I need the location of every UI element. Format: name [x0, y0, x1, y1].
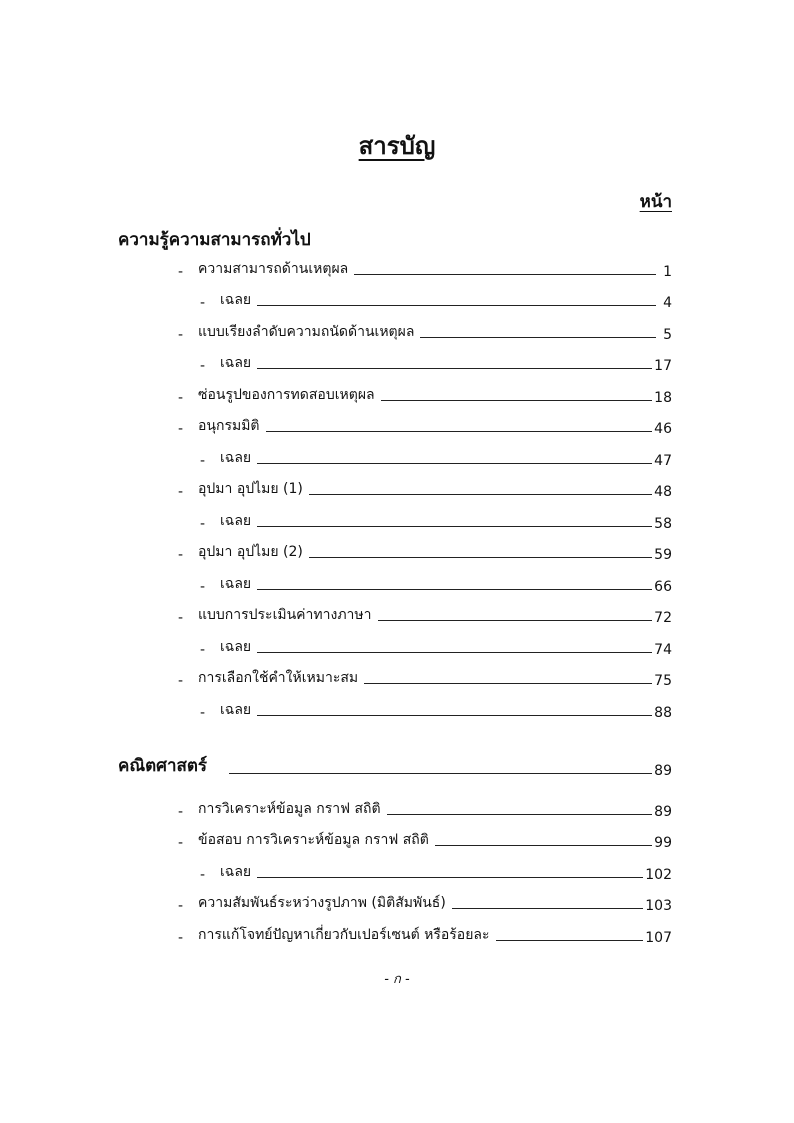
toc-entry: - อนุกรมมิติ 46 [178, 415, 672, 437]
toc-entry-page: 58 [654, 516, 672, 532]
toc-entry-label: ซ่อนรูปของการทดสอบเหตุผล [198, 387, 375, 403]
toc-entry: - การเลือกใช้คำให้เหมาะสม 75 [178, 667, 672, 689]
dot-leader [257, 589, 652, 590]
toc-entry-page: 47 [654, 453, 672, 469]
toc-entry: - เฉลย 102 [200, 861, 672, 883]
dot-leader [496, 940, 644, 941]
dot-leader [266, 431, 653, 432]
toc-entry-page: 99 [654, 835, 672, 851]
toc-entry-page: 17 [654, 358, 672, 374]
toc-entry: - อุปมา อุปไมย (1) 48 [178, 478, 672, 500]
toc-entry: - เฉลย 17 [200, 352, 672, 374]
toc-entry-page: 102 [645, 867, 672, 883]
dot-leader [257, 526, 652, 527]
toc-entry-label: เฉลย [220, 864, 252, 880]
toc-entry-label: อุปมา อุปไมย (2) [198, 544, 303, 560]
toc-entry-page: 4 [663, 295, 672, 311]
toc-title: สารบัญ [358, 132, 436, 160]
dot-leader [257, 463, 652, 464]
toc-entry-label: อนุกรมมิติ [198, 418, 260, 434]
toc-entry-page: 74 [654, 642, 672, 658]
dot-leader [257, 715, 652, 716]
toc-entry: - เฉลย 66 [200, 573, 672, 595]
toc-entry-label: แบบการประเมินค่าทางภาษา [198, 607, 372, 623]
dot-leader [257, 652, 652, 653]
toc-entry-page: 46 [654, 421, 672, 437]
toc-entry-page: 75 [654, 673, 672, 689]
dot-leader [364, 683, 652, 684]
toc-entry-label: ข้อสอบ การวิเคราะห์ข้อมูล กราฟ สถิติ [198, 832, 429, 848]
dot-leader [381, 400, 653, 401]
dot-leader [257, 305, 656, 306]
toc-entry-label: แบบเรียงลำดับความถนัดด้านเหตุผล [198, 324, 415, 340]
toc-entry: - แบบการประเมินค่าทางภาษา 72 [178, 604, 672, 626]
dot-leader [435, 845, 652, 846]
dot-leader [452, 908, 643, 909]
toc-entry-page: 107 [645, 930, 672, 946]
toc-entry-label: ความสามารถด้านเหตุผล [198, 261, 349, 277]
toc-entry-page: 48 [654, 484, 672, 500]
dot-leader [354, 274, 656, 275]
toc-entry-page: 72 [654, 610, 672, 626]
toc-entry-page: 66 [654, 579, 672, 595]
page-footer: - ก - [384, 972, 410, 987]
toc-entry-page: 103 [645, 898, 672, 914]
section-heading-label: คณิตศาสตร์ [118, 756, 208, 776]
toc-entry-label: เฉลย [220, 576, 252, 592]
dot-leader [229, 773, 652, 774]
toc-entry-label: อุปมา อุปไมย (1) [198, 481, 303, 497]
toc-entry: - เฉลย 58 [200, 510, 672, 532]
toc-entry-label: เฉลย [220, 639, 252, 655]
dot-leader [420, 337, 656, 338]
section-heading-general: ความรู้ความสามารถทั่วไป [118, 230, 311, 250]
toc-entry: - ข้อสอบ การวิเคราะห์ข้อมูล กราฟ สถิติ 99 [178, 829, 672, 851]
dot-leader [387, 814, 653, 815]
section-heading-math [118, 757, 672, 779]
dot-leader [257, 368, 652, 369]
toc-entry-label: การแก้โจทย์ปัญหาเกี่ยวกับเปอร์เซนต์ หรือร้อยละ [198, 927, 490, 943]
toc-entry: - การแก้โจทย์ปัญหาเกี่ยวกับเปอร์เซนต์ หรือร้อยละ 107 [178, 924, 672, 946]
toc-entry: - แบบเรียงลำดับความถนัดด้านเหตุผล 5 [178, 321, 672, 343]
dot-leader [378, 620, 653, 621]
toc-entry: - เฉลย 74 [200, 636, 672, 658]
toc-entry: - ความสัมพันธ์ระหว่างรูปภาพ (มิติสัมพันธ์) 103 [178, 892, 672, 914]
section-heading-page: 89 [654, 763, 672, 779]
toc-entry: - ซ่อนรูปของการทดสอบเหตุผล 18 [178, 384, 672, 406]
toc-entry-label: ความสัมพันธ์ระหว่างรูปภาพ (มิติสัมพันธ์) [198, 895, 446, 911]
dot-leader [309, 494, 652, 495]
toc-entry-page: 1 [663, 264, 672, 280]
toc-entry-page: 88 [654, 705, 672, 721]
toc-entry-page: 18 [654, 390, 672, 406]
toc-entry-page: 89 [654, 804, 672, 820]
toc-entry: - เฉลย 4 [200, 289, 672, 311]
page-column-header: หน้า [639, 192, 672, 212]
toc-entry: - ความสามารถด้านเหตุผล 1 [178, 258, 672, 280]
toc-entry-label: เฉลย [220, 450, 252, 466]
toc-entry-label: การวิเคราะห์ข้อมูล กราฟ สถิติ [198, 801, 381, 817]
toc-entry-label: เฉลย [220, 513, 252, 529]
toc-entry: - อุปมา อุปไมย (2) 59 [178, 541, 672, 563]
toc-entry-label: เฉลย [220, 355, 252, 371]
toc-entry-label: การเลือกใช้คำให้เหมาะสม [198, 670, 359, 686]
dot-leader [257, 877, 643, 878]
toc-entry: - การวิเคราะห์ข้อมูล กราฟ สถิติ 89 [178, 798, 672, 820]
toc-entry-label: เฉลย [220, 702, 252, 718]
toc-entry-page: 59 [654, 547, 672, 563]
toc-entry: - เฉลย 47 [200, 447, 672, 469]
toc-entry-label: เฉลย [220, 292, 252, 308]
dot-leader [309, 557, 652, 558]
toc-entry-page: 5 [663, 327, 672, 343]
toc-entry: - เฉลย 88 [200, 699, 672, 721]
